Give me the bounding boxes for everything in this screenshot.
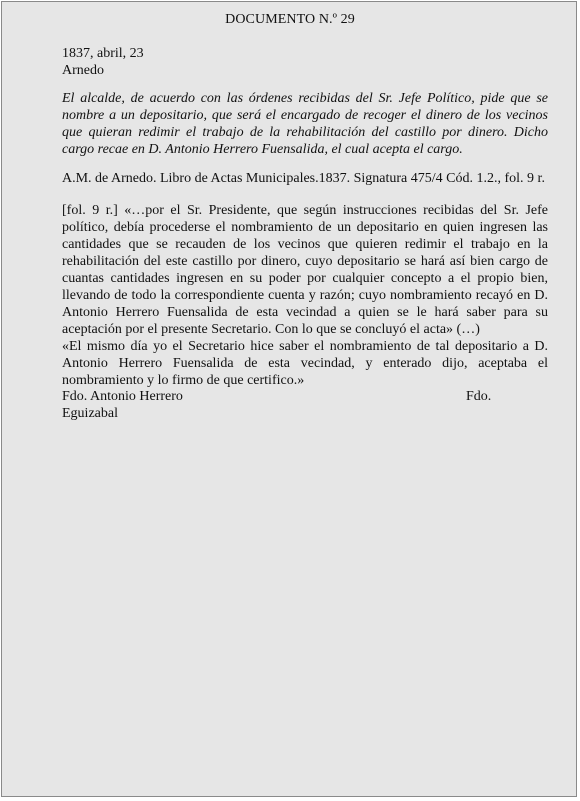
transcription-paragraph-2: «El mismo día yo el Secretario hice saber el nombramiento de tal depositario a D. Antonio Herrero Fuensalida de esta vecindad, y enterado dijo, aceptaba el nombramiento y lo firmo de que certifico.» xyxy=(62,339,548,388)
document-title: DOCUMENTO N.º 29 xyxy=(225,12,355,27)
transcription-body xyxy=(62,202,548,389)
document-place: Arnedo xyxy=(62,63,104,78)
signature-left-line-2: Eguizabal xyxy=(62,406,118,421)
archival-source: A.M. de Arnedo. Libro de Actas Municipales.1837. Signatura 475/4 Cód. 1.2., fol. 9 r. xyxy=(62,171,545,186)
document-page xyxy=(1,1,577,797)
document-summary: El alcalde, de acuerdo con las órdenes recibidas del Sr. Jefe Político, pide que se nombre a un depositario, que será el encargado de recoger el dinero de los vecinos que quieran redimir el trabajo de la rehabilitación del castillo por dinero. Dicho cargo recae en D. Antonio Herrero Fuensalida, el cual acepta el cargo. xyxy=(62,91,548,157)
signature-right: Fdo. xyxy=(466,389,492,404)
signature-left-line-1: Fdo. Antonio Herrero xyxy=(62,389,183,404)
document-date: 1837, abril, 23 xyxy=(62,46,144,61)
transcription-paragraph-1: [fol. 9 r.] «…por el Sr. Presidente, que según instrucciones recibidas del Sr. Jefe político, debía procederse el nombramiento de un depositario en quien ingresen las cantidades que se recauden de los vecinos que quieren redimir el trabajo en la rehabilitación del este castillo por dinero, cuyo depositario se hará así bien cargo de cuantas cantidades ingresen en su poder por cualquier concepto a el propio bien, llevando de todo la correspondiente cuenta y razón; cuyo nombramiento recayó en D. Antonio Herrero Fuensalida de esta vecindad a quien se le hará saber para su aceptación por el presente Secretario. Con lo que se concluyó el acta» (…) xyxy=(62,203,548,337)
